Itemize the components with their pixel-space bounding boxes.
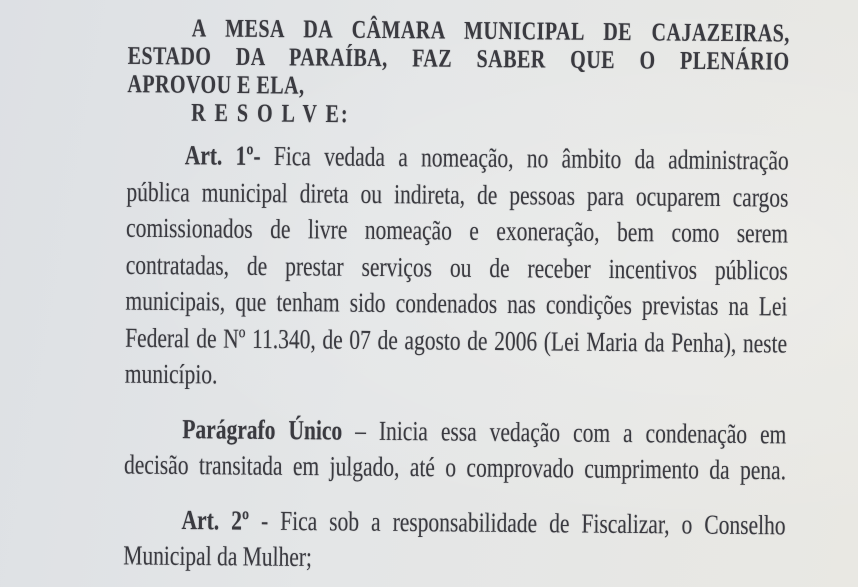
- article-1-text: Fica vedada a nomeação, no âmbito da administração: [260, 140, 789, 176]
- article-1-line: [126, 210, 788, 252]
- article-1-text: Federal de Nº 11.340, de 07 de agosto de 2006 (Lei Maria da Penha), neste: [125, 321, 788, 359]
- article-1-line: [126, 246, 788, 288]
- article-1-line: [127, 137, 789, 179]
- paragrafo-unico-text: – Inicia essa vedação com a condenação em: [342, 414, 787, 450]
- article-1-text: pública municipal direta ou indireta, de pessoas para ocuparem cargos: [126, 175, 789, 213]
- article-2-line: [123, 538, 785, 580]
- paragrafo-unico-line: [124, 410, 786, 452]
- article-1-line: [125, 356, 787, 398]
- article-1-line: [125, 319, 787, 361]
- paragrafo-unico-label: Parágrafo Único: [182, 413, 343, 446]
- resolve-text: R E S O L V E:: [191, 99, 350, 129]
- paragrafo-unico-text: decisão transitada em julgado, até o comprovado cumprimento da pena.: [123, 449, 787, 486]
- paragrafo-unico-line: [124, 447, 786, 489]
- preamble-text: APROVOU E ELA,: [127, 70, 305, 101]
- article-1-text: municipais, que tenham sido condenados nas condições previstas na Lei: [125, 285, 788, 322]
- preamble: [127, 14, 790, 132]
- paragrafo-unico: [124, 410, 787, 489]
- article-1: [125, 137, 789, 398]
- article-2-text: - Fica sob a responsabilidade de Fiscalizar, o Conselho: [248, 504, 786, 541]
- article-2-line: [123, 501, 785, 543]
- article-1-text: contratadas, de prestar serviços ou de receber incentivos públicos: [125, 248, 788, 286]
- article-1-line: [126, 173, 788, 215]
- resolve-heading: [191, 99, 853, 133]
- article-1-text: comissionados de livre nomeação e exoneração, bem como serem: [126, 212, 789, 249]
- article-2-text: Municipal da Mulher;: [123, 540, 313, 573]
- article-1-label: Art. 1º-: [184, 139, 261, 172]
- resolution-text-block: [123, 14, 790, 580]
- preamble-text: ESTADO DA PARAÍBA, FAZ SABER QUE O PLENÁRIO: [127, 42, 790, 77]
- article-2: [123, 501, 786, 580]
- article-2-label: Art. 2º: [181, 504, 250, 536]
- preamble-text: A MESA DA CÂMARA MUNICIPAL DE CAJAZEIRAS,: [191, 14, 790, 48]
- article-1-line: [125, 283, 787, 325]
- article-1-text: município.: [124, 358, 218, 390]
